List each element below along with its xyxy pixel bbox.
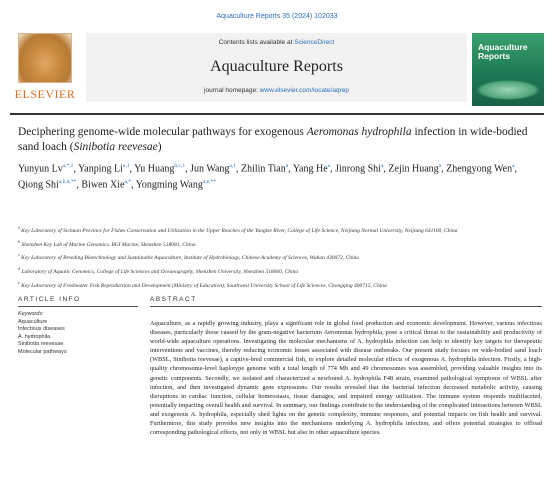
author-name[interactable]: Yunyun Lv: [18, 163, 63, 175]
author-name[interactable]: Zhilin Tian: [240, 163, 286, 175]
article-title: [18, 125, 538, 155]
keywords-label: Keywords:: [18, 311, 44, 317]
author-separator: ,: [288, 163, 293, 175]
homepage-line: [86, 87, 467, 94]
affiliation-marker: a: [18, 225, 20, 230]
author-name[interactable]: Qiong Shi: [18, 179, 59, 191]
keyword-item: Sinibotia reevesae: [18, 341, 64, 348]
title-part-2: infection in wide-bodied sand loach (: [18, 126, 528, 153]
author-name[interactable]: Yongming Wang: [135, 179, 203, 191]
cover-fish-icon: [476, 80, 540, 100]
affiliation-line: [18, 223, 538, 237]
author-affiliation-marker[interactable]: a: [285, 163, 289, 169]
journal-banner: [86, 33, 467, 102]
journal-homepage-link[interactable]: www.elsevier.com/locate/aqrep: [259, 87, 349, 94]
contents-prefix: Contents lists available at: [218, 39, 295, 46]
affiliation-text: Shenzhen Key Lab of Marine Genomics, BGI Marine, Shenzhen 518081, China: [21, 241, 196, 248]
keywords-block: [18, 311, 138, 357]
affiliation-line: [18, 278, 538, 292]
keyword-item: Molecular pathways: [18, 348, 67, 355]
journal-header: [10, 33, 544, 108]
author-affiliation-marker[interactable]: a,b,d,**: [58, 178, 77, 185]
author-separator: ,: [73, 163, 79, 175]
homepage-prefix: journal homepage:: [204, 87, 260, 94]
author-separator: ,: [185, 163, 191, 175]
author-name[interactable]: Zhengyong Wen: [446, 163, 513, 175]
title-part-1: Deciphering genome-wide molecular pathways for exogenous: [18, 126, 307, 138]
affiliation-marker: b: [18, 238, 20, 244]
affiliation-text: Laboratory of Aquatic Genomics, College of Life Sciences and Oceanography, Shenzhen University, Shenzhen 518060, China: [21, 268, 299, 275]
author-affiliation-marker[interactable]: a,1: [122, 163, 130, 169]
affiliation-list: [18, 223, 538, 291]
author-separator: ,: [131, 179, 136, 191]
author-affiliation-marker[interactable]: a: [512, 163, 515, 169]
author-affiliation-marker[interactable]: a: [438, 163, 442, 169]
affiliation-line: [18, 250, 538, 264]
affiliation-line: [18, 237, 538, 251]
author-name[interactable]: Biwen Xie: [81, 179, 125, 191]
title-species-1: Aeromonas hydrophila: [306, 126, 412, 138]
author-list: [18, 160, 538, 192]
abstract-heading: ABSTRACT: [150, 296, 197, 303]
author-separator: ,: [76, 179, 82, 191]
affiliation-marker: d: [18, 265, 20, 271]
author-separator: ,: [514, 163, 518, 175]
affiliation-marker: e: [18, 279, 20, 285]
author-separator: ,: [129, 163, 135, 175]
sciencedirect-link[interactable]: ScienceDirect: [294, 39, 335, 46]
affiliation-marker: c: [18, 252, 20, 258]
cover-title: Aquaculture Reports: [478, 42, 528, 61]
author-affiliation-marker[interactable]: a,*,1: [62, 163, 74, 169]
keyword-item: Aquaculture: [18, 318, 48, 325]
author-separator: ,: [330, 163, 336, 175]
author-separator: ,: [235, 163, 241, 175]
keyword-item: Infectious diseases: [18, 326, 65, 333]
journal-cover-image[interactable]: [472, 33, 544, 106]
affiliation-text: Key Laboratory of Sichuan Province for Fishes Conservation and Utilization in the Upper Reaches of the Yangtze River, College of Life Science, Neijiang Normal University, Neijiang 641100, China: [21, 227, 458, 234]
article-info-heading: ARTICLE INFO: [18, 296, 81, 303]
author-name[interactable]: Jinrong Shi: [335, 163, 381, 175]
publisher-name: ELSEVIER: [14, 87, 76, 101]
article-info-divider: [18, 306, 138, 307]
keyword-item: A. hydrophila: [18, 333, 51, 340]
abstract-text: Aquaculture, as a rapidly growing industry, plays a significant role in global food production and economic development. However, various infectious diseases, particularly those caused by the gram-negative bacterium Aeromonas hydrophila, pose a critical threat to the sustainability and productivity of world-wide aquaculture operations. Investigating the molecular mechanisms of A. hydrophila infection can help to identify key targets for therapeutic interventions and vaccines, thereby reducing economic losses associated with disease outbreaks. Our present study focuses on wide-bodied sand loach (WBSL, Sinibotia reevesae), a captive-bred commercial fish, to explore detailed molecular effects of exogenous A. hydrophila infection. Firstly, a high-quality chromosome-level haplotype genome with a total length of 774 Mb and 49 chromosomes was assembled, providing valuable insights into its genetic components. Secondly, we isolated and characterized a newfound A. hydrophila F48 strain, examined pathological symptoms of WBSL after infection, and then investigated dynamic gene expressions. Our results revealed that the bacterial infection decreased metabolic activity, causing disruptions in cardiac function, cellular homeostasis, tissue damages, and impaired energy utilization. The immune system responds multifaceted, potentially impacting overall health and survival. In summary, our findings contribute to the understanding of the complicated interactions between WBSL and exogenous A. hydrophila, especially shed lights on the genetic complexity, immune responses, and potential impacts on fish health and survival. Furthermore, this study provides new insights into the mechanisms underlying A. hydrophila infection, and offers potential strategies to offload corresponding pathological effects, not only in WBSL but also in other aquaculture species.: [150, 320, 542, 437]
affiliation-text: Key Laboratory of Breeding Biotechnology and Sustainable Aquaculture, Institute of Hydrobiology, Chinese Academy of Sciences, Wuhan 430072, China: [21, 255, 360, 262]
affiliation-line: [18, 264, 538, 278]
author-separator: ,: [441, 163, 447, 175]
header-divider: [10, 113, 544, 115]
author-name[interactable]: Jun Wang: [190, 163, 230, 175]
abstract-divider: [150, 306, 542, 307]
author-separator: ,: [383, 163, 389, 175]
author-name[interactable]: Yu Huang: [134, 163, 175, 175]
keywords-list: [18, 319, 138, 357]
author-name[interactable]: Zejin Huang: [388, 163, 439, 175]
author-affiliation-marker[interactable]: a: [327, 163, 331, 169]
title-part-3: ): [157, 141, 162, 153]
elsevier-logo[interactable]: [10, 33, 80, 106]
title-species-2: Sinibotia reevesae: [73, 141, 158, 153]
affiliation-text: Key Laboratory of Freshwater Fish Reproduction and Development (Ministry of Education), Southwest University School of Life Sciences, Chongqing 400715, China: [21, 282, 387, 289]
author-affiliation-marker[interactable]: a,1: [229, 163, 236, 169]
author-name[interactable]: Yanping Li: [78, 163, 123, 175]
journal-title: Aquaculture Reports: [210, 58, 343, 75]
author-affiliation-marker[interactable]: b,c,1: [174, 163, 186, 169]
journal-citation[interactable]: Aquaculture Reports 35 (2024) 102033: [216, 13, 338, 20]
elsevier-tree-icon: [18, 33, 72, 83]
author-affiliation-marker[interactable]: a,*: [124, 178, 132, 185]
contents-line: [86, 39, 467, 46]
author-affiliation-marker[interactable]: a: [380, 163, 384, 169]
author-name[interactable]: Yang He: [292, 163, 328, 175]
author-affiliation-marker[interactable]: a,e,**: [202, 178, 217, 185]
